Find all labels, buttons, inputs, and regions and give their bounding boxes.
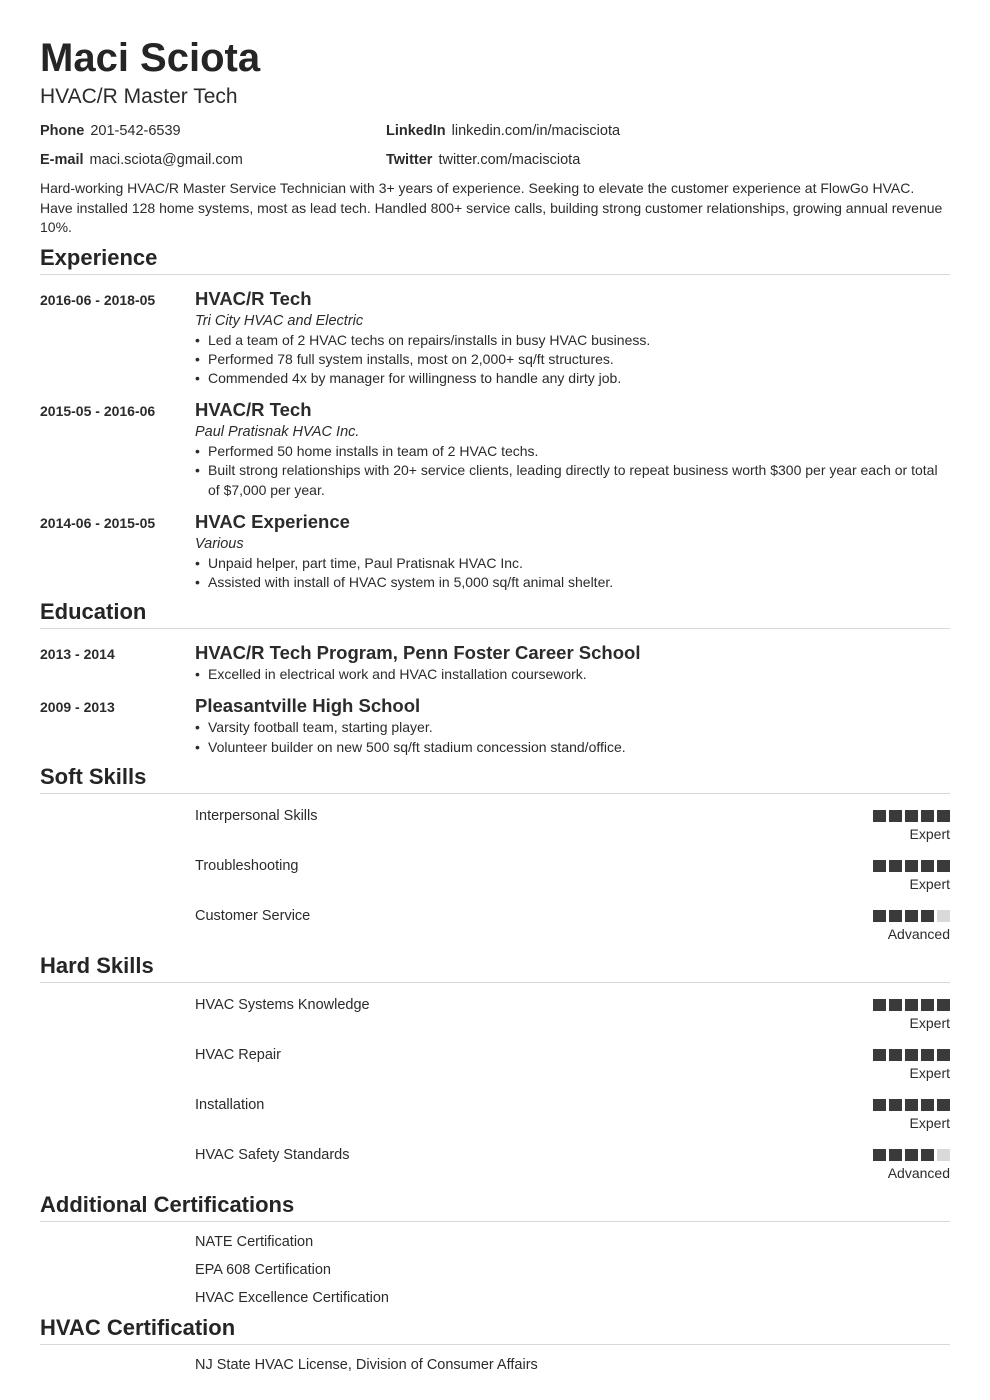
contact-label: E-mail xyxy=(40,152,84,168)
rating-square-filled xyxy=(921,860,934,872)
entry-company: Paul Pratisnak HVAC Inc. xyxy=(195,424,360,441)
skill-row xyxy=(40,1095,950,1135)
skill-row xyxy=(40,995,950,1035)
rating-square-filled xyxy=(921,999,934,1011)
entry-company: Various xyxy=(195,535,244,552)
certification-name: NATE Certification xyxy=(195,1233,314,1250)
skill-row xyxy=(40,856,950,896)
rating-square-filled xyxy=(921,910,934,922)
contact-value: maci.sciota@gmail.com xyxy=(89,152,243,168)
rating-square-filled xyxy=(889,910,902,922)
entry-role: Pleasantville High School xyxy=(195,695,421,717)
additional-certifications-section xyxy=(40,1191,950,1308)
entry-bullets xyxy=(195,665,950,684)
skill-rating-dots xyxy=(830,860,950,872)
rating-square-filled xyxy=(889,999,902,1011)
bullet: • Led a team of 2 HVAC techs on repairs/installs in busy HVAC business. xyxy=(195,331,950,350)
contact-value: linkedin.com/in/macisciota xyxy=(451,123,621,139)
skill-name: Interpersonal Skills xyxy=(195,807,318,824)
summary: Hard-working HVAC/R Master Service Technician with 3+ years of experience. Seeking to elevate the customer experience at FlowGo HVAC. Have installed 128 home systems, most as lead tech. Handled 800+ service calls, building strong customer relationships, growing annual revenue 10%. xyxy=(40,180,943,235)
skill-rating-dots xyxy=(830,1099,950,1111)
rating-square-filled xyxy=(905,860,918,872)
entry-role: HVAC Experience xyxy=(195,510,350,532)
skill-level: Expert xyxy=(909,875,950,892)
entry-bullets xyxy=(195,331,950,389)
contact-value: 201-542-6539 xyxy=(90,123,181,139)
skill-name: HVAC Systems Knowledge xyxy=(195,996,370,1013)
rating-square-filled xyxy=(921,1099,934,1111)
entry-date: 2009 - 2013 xyxy=(40,699,115,716)
rating-square-filled xyxy=(873,910,886,922)
entry-date: 2016-06 - 2018-05 xyxy=(40,291,156,308)
education-entry xyxy=(40,641,950,684)
rating-square-filled xyxy=(921,1149,934,1161)
rating-square-filled xyxy=(905,1049,918,1061)
experience-section xyxy=(40,244,950,593)
contact-value: twitter.com/macisciota xyxy=(438,152,581,168)
skill-row xyxy=(40,806,950,846)
section-title: Experience xyxy=(40,244,950,275)
bullet: • Performed 50 home installs in team of 2 HVAC techs. xyxy=(195,442,950,461)
skill-level: Advanced xyxy=(887,1164,950,1181)
certification-name: NJ State HVAC License, Division of Consumer Affairs xyxy=(195,1356,538,1373)
skill-rating-dots xyxy=(830,999,950,1011)
certification-item xyxy=(40,1355,950,1375)
entry-bullets xyxy=(195,442,950,500)
contact-info xyxy=(40,122,950,170)
rating-square-filled xyxy=(937,999,950,1011)
rating-square-filled xyxy=(889,1049,902,1061)
rating-square-filled xyxy=(873,810,886,822)
skill-level: Expert xyxy=(909,1064,950,1081)
rating-square-filled xyxy=(889,810,902,822)
skill-name: Installation xyxy=(195,1096,265,1113)
skill-level: Expert xyxy=(909,1014,950,1031)
rating-square-filled xyxy=(889,1099,902,1111)
soft-skills-section xyxy=(40,763,950,946)
rating-square-filled xyxy=(937,1099,950,1111)
skill-rating-dots xyxy=(830,910,950,922)
rating-square-filled xyxy=(937,1049,950,1061)
bullet: • Commended 4x by manager for willingness to handle any dirty job. xyxy=(195,369,950,388)
rating-square-empty xyxy=(937,910,950,922)
rating-square-filled xyxy=(905,1149,918,1161)
experience-entry xyxy=(40,287,950,389)
section-title: Additional Certifications xyxy=(40,1191,950,1222)
skill-name: Customer Service xyxy=(195,907,311,924)
rating-square-filled xyxy=(873,1099,886,1111)
contact-label: Twitter xyxy=(386,152,433,168)
rating-square-filled xyxy=(921,810,934,822)
rating-square-filled xyxy=(889,860,902,872)
rating-square-filled xyxy=(905,1099,918,1111)
education-entry xyxy=(40,694,950,756)
skill-rating-dots xyxy=(830,1149,950,1161)
experience-entry xyxy=(40,398,950,500)
contact-linkedin xyxy=(386,122,886,141)
entry-role: HVAC/R Tech xyxy=(195,287,312,309)
rating-square-empty xyxy=(937,1149,950,1161)
rating-square-filled xyxy=(905,910,918,922)
entry-bullets xyxy=(195,718,950,756)
bullet: • Unpaid helper, part time, Paul Pratisnak HVAC Inc. xyxy=(195,554,950,573)
rating-square-filled xyxy=(937,860,950,872)
contact-phone xyxy=(40,122,386,141)
contact-email xyxy=(40,151,386,170)
certification-item xyxy=(40,1260,950,1280)
skill-level: Expert xyxy=(909,1114,950,1131)
skill-level: Expert xyxy=(909,825,950,842)
skill-row xyxy=(40,1045,950,1085)
certification-item xyxy=(40,1288,950,1308)
section-title: Hard Skills xyxy=(40,952,950,983)
section-title: Soft Skills xyxy=(40,763,950,794)
entry-role: HVAC/R Tech Program, Penn Foster Career School xyxy=(195,642,641,664)
skill-rating-dots xyxy=(830,1049,950,1061)
bullet: • Assisted with install of HVAC system in 5,000 sq/ft animal shelter. xyxy=(195,573,950,592)
hvac-certification-section xyxy=(40,1314,950,1375)
entry-date: 2013 - 2014 xyxy=(40,646,115,663)
skill-name: Troubleshooting xyxy=(195,857,299,874)
entry-date: 2014-06 - 2015-05 xyxy=(40,514,156,531)
rating-square-filled xyxy=(873,860,886,872)
candidate-name: Maci Sciota xyxy=(40,36,261,80)
skill-row xyxy=(40,906,950,946)
rating-square-filled xyxy=(937,810,950,822)
entry-date: 2015-05 - 2016-06 xyxy=(40,403,156,420)
education-section xyxy=(40,598,950,757)
certification-item xyxy=(40,1232,950,1252)
bullet: • Varsity football team, starting player. xyxy=(195,718,950,737)
skill-rating-dots xyxy=(830,810,950,822)
rating-square-filled xyxy=(873,999,886,1011)
section-title: Education xyxy=(40,598,950,629)
entry-role: HVAC/R Tech xyxy=(195,399,312,421)
entry-company: Tri City HVAC and Electric xyxy=(195,312,364,329)
experience-entry xyxy=(40,510,950,592)
certification-name: EPA 608 Certification xyxy=(195,1261,331,1278)
bullet: • Volunteer builder on new 500 sq/ft stadium concession stand/office. xyxy=(195,738,950,757)
bullet: • Excelled in electrical work and HVAC installation coursework. xyxy=(195,665,950,684)
certification-name: HVAC Excellence Certification xyxy=(195,1289,389,1306)
rating-square-filled xyxy=(905,999,918,1011)
rating-square-filled xyxy=(889,1149,902,1161)
rating-square-filled xyxy=(873,1049,886,1061)
job-title: HVAC/R Master Tech xyxy=(40,85,238,108)
contact-twitter xyxy=(386,151,886,170)
skill-list xyxy=(40,806,950,946)
contact-label: Phone xyxy=(40,123,85,139)
skill-list xyxy=(40,995,950,1185)
skill-level: Advanced xyxy=(887,925,950,942)
entry-bullets xyxy=(195,554,950,592)
rating-square-filled xyxy=(905,810,918,822)
bullet: • Performed 78 full system installs, most on 2,000+ sq/ft structures. xyxy=(195,350,950,369)
skill-name: HVAC Repair xyxy=(195,1046,281,1063)
bullet: • Built strong relationships with 20+ service clients, leading directly to repeat business worth $300 per year each or total of $7,000 per year. xyxy=(195,461,950,499)
rating-square-filled xyxy=(873,1149,886,1161)
section-title: HVAC Certification xyxy=(40,1314,950,1345)
skill-row xyxy=(40,1145,950,1185)
hard-skills-section xyxy=(40,952,950,1185)
contact-label: LinkedIn xyxy=(386,123,446,139)
rating-square-filled xyxy=(921,1049,934,1061)
skill-name: HVAC Safety Standards xyxy=(195,1146,350,1163)
